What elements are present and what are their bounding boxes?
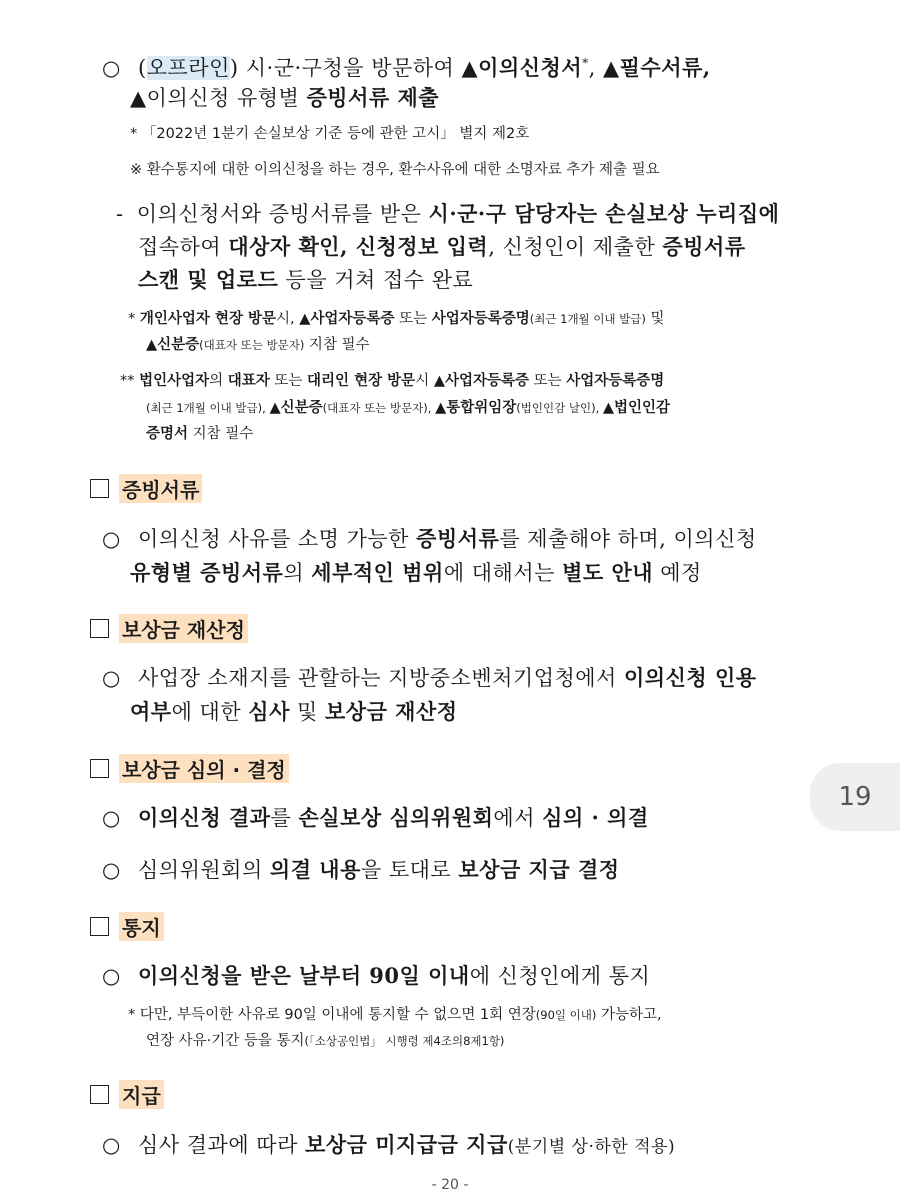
offline-bullet: ○ (오프라인) 시·군·구청을 방문하여 ▲이의신청서*, ▲필수서류, bbox=[102, 55, 711, 80]
section-heading-deliberation bbox=[90, 754, 289, 783]
dash: - bbox=[116, 202, 124, 226]
dash-item: - 이의신청서와 증빙서류를 받은 시·군·구 담당자는 손실보상 누리집에 bbox=[116, 201, 780, 226]
reference-note: ※ 환수통지에 대한 이의신청을 하는 경우, 환수사유에 대한 소명자료 추가 제출 필요 bbox=[130, 162, 660, 178]
checkbox-square-icon bbox=[90, 479, 109, 498]
notification-bullet: ○ 이의신청을 받은 날부터 90일 이내에 신청인에게 통지 bbox=[102, 963, 651, 988]
documents-bullet: ○ 이의신청 사유를 소명 가능한 증빙서류를 제출해야 하며, 이의신청 bbox=[102, 526, 757, 551]
dash-item-line2: 접속하여 대상자 확인, 신청정보 입력, 신청인이 제출한 증빙서류 bbox=[138, 234, 746, 259]
offline-bullet-line2: ▲이의신청 유형별 증빙서류 제출 bbox=[130, 85, 440, 110]
section-heading-payment bbox=[90, 1080, 164, 1109]
section-title: 보상금 재산정 bbox=[119, 614, 248, 643]
notification-footnote-line2: 연장 사유·기간 등을 통지(「소상공인법」 시행령 제4조의8제1항) bbox=[146, 1033, 505, 1049]
section-title: 증빙서류 bbox=[119, 474, 202, 503]
footnote-corporate: ** 법인사업자의 대표자 또는 대리인 현장 방문시 ▲사업자등록증 또는 사업자등록증명 bbox=[120, 373, 665, 389]
section-title: 통지 bbox=[119, 912, 164, 941]
documents-bullet-line2: 유형별 증빙서류의 세부적인 범위에 대해서는 별도 안내 예정 bbox=[130, 560, 702, 585]
section-title: 지급 bbox=[119, 1080, 164, 1109]
decision-bullet: ○ 심의위원회의 의결 내용을 토대로 보상금 지급 결정 bbox=[102, 857, 620, 882]
footnote-individual-line2: ▲신분증(대표자 또는 방문자) 지참 필수 bbox=[146, 337, 370, 353]
notification-footnote: * 다만, 부득이한 사유로 90일 이내에 통지할 수 없으면 1회 연장(90일 이내) 가능하고, bbox=[128, 1007, 662, 1023]
section-heading-notification bbox=[90, 912, 164, 941]
dash-item-line3: 스캔 및 업로드 등을 거쳐 접수 완료 bbox=[138, 267, 474, 292]
page-number-tab: 19 bbox=[810, 763, 900, 831]
offline-label: 오프라인 bbox=[146, 56, 230, 80]
bullet: ○ bbox=[102, 56, 121, 80]
footnote-individual: * 개인사업자 현장 방문시, ▲사업자등록증 또는 사업자등록증명(최근 1개월 이내 발급) 및 bbox=[128, 311, 665, 327]
section-title: 보상금 심의 · 결정 bbox=[119, 754, 289, 783]
checkbox-square-icon bbox=[90, 759, 109, 778]
footnote: * 「2022년 1분기 손실보상 기준 등에 관한 고시」 별지 제2호 bbox=[130, 126, 530, 142]
payment-bullet: ○ 심사 결과에 따라 보상금 미지급금 지급(분기별 상·하한 적용) bbox=[102, 1132, 676, 1157]
deliberation-bullet: ○ 이의신청 결과를 손실보상 심의위원회에서 심의 · 의결 bbox=[102, 805, 649, 830]
recalculation-bullet-line2: 여부에 대한 심사 및 보상금 재산정 bbox=[130, 699, 458, 724]
footnote-corporate-line2: (최근 1개월 이내 발급), ▲신분증(대표자 또는 방문자), ▲통합위임장(법인인감 날인), ▲법인인감 bbox=[146, 400, 671, 416]
section-heading-documents bbox=[90, 474, 202, 503]
checkbox-square-icon bbox=[90, 619, 109, 638]
checkbox-square-icon bbox=[90, 917, 109, 936]
checkbox-square-icon bbox=[90, 1085, 109, 1104]
section-heading-recalculation bbox=[90, 614, 248, 643]
page-footer: - 20 - bbox=[431, 1177, 469, 1189]
footnote-corporate-line3: 증명서 지참 필수 bbox=[146, 426, 254, 442]
recalculation-bullet: ○ 사업장 소재지를 관할하는 지방중소벤처기업청에서 이의신청 인용 bbox=[102, 665, 757, 690]
